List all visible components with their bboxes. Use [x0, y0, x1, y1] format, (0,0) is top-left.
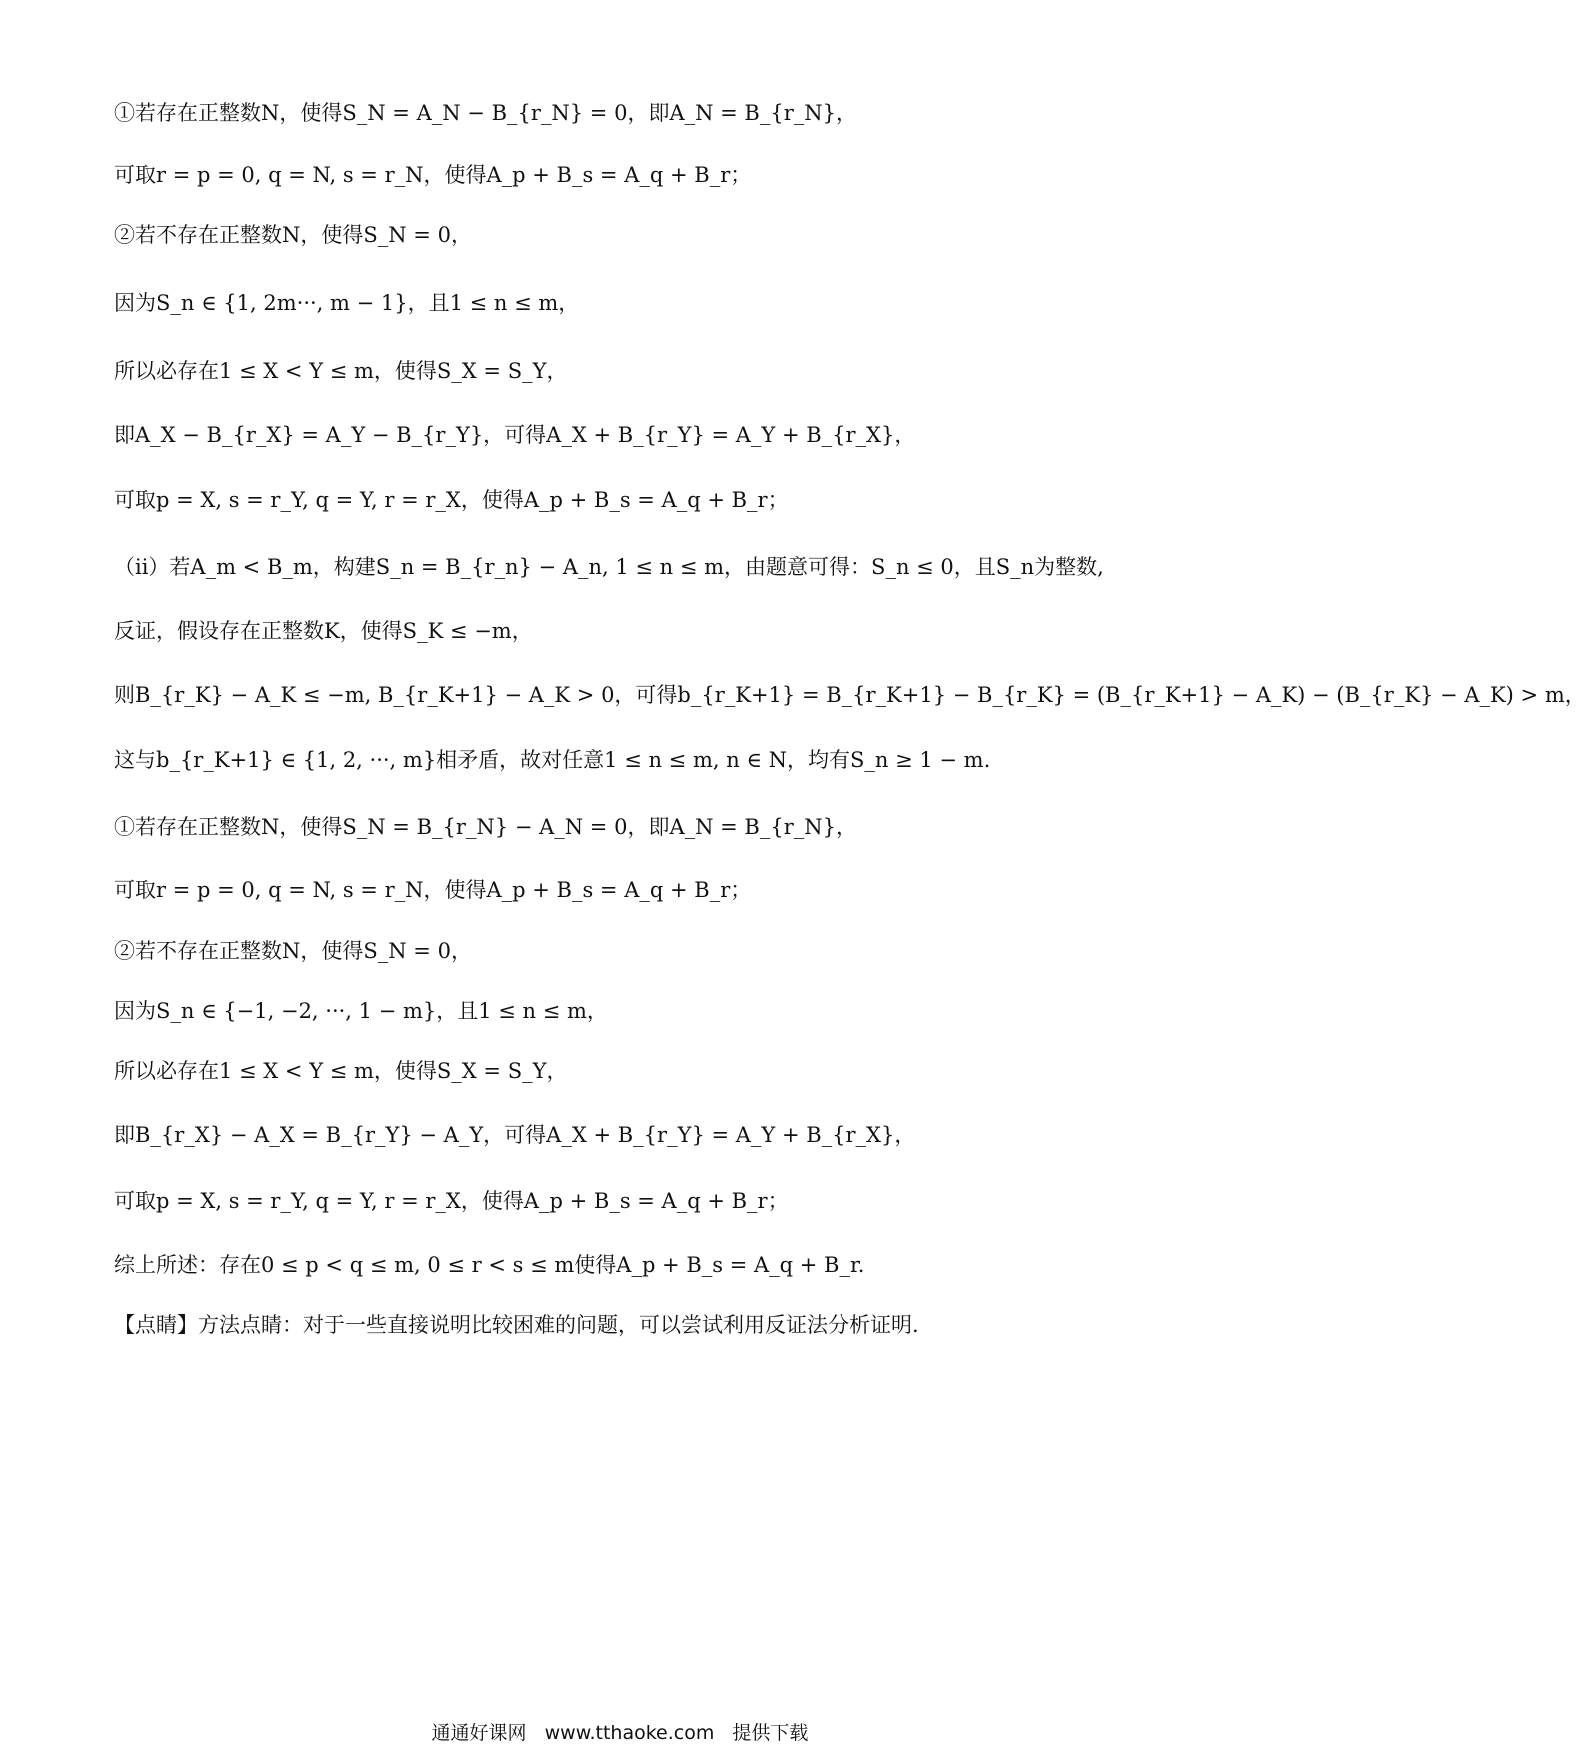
line-10: 则B_{r_K} − A_K ≤ −m, B_{r_K+1} − A_K > 0，可得b_{r_K+1} = B_{r_K+1} − B_{r_K} = (B_{r_K+1} − A_K) − (B_{r_K} − A_K) > m， [114, 683, 1586, 707]
line-2: 可取r = p = 0, q = N, s = r_N，使得A_p + B_s = A_q + B_r； [114, 163, 752, 187]
line-9: 反证，假设存在正整数K，使得S_K ≤ −m， [114, 619, 533, 643]
line-18: 可取p = X, s = r_Y, q = Y, r = r_X，使得A_p + B_s = A_q + B_r； [114, 1189, 789, 1213]
footer-note: 提供下载 [732, 1722, 809, 1744]
line-3: ②若不存在正整数N，使得S_N = 0， [114, 223, 472, 247]
line-5: 所以必存在1 ≤ X < Y ≤ m，使得S_X = S_Y， [114, 359, 568, 383]
line-12: ①若存在正整数N，使得S_N = B_{r_N} − A_N = 0，即A_N = B_{r_N}， [114, 815, 857, 839]
line-16: 所以必存在1 ≤ X < Y ≤ m，使得S_X = S_Y， [114, 1059, 568, 1083]
line-7: 可取p = X, s = r_Y, q = Y, r = r_X，使得A_p + B_s = A_q + B_r； [114, 488, 789, 512]
footer-url[interactable]: www.tthaoke.com [544, 1722, 715, 1744]
line-15: 因为S_n ∈ {−1, −2, ···, 1 − m}，且1 ≤ n ≤ m， [114, 999, 608, 1023]
line-19: 综上所述：存在0 ≤ p < q ≤ m, 0 ≤ r < s ≤ m使得A_p + B_s = A_q + B_r. [114, 1253, 865, 1277]
line-1: ①若存在正整数N，使得S_N = A_N − B_{r_N} = 0，即A_N = B_{r_N}， [114, 101, 857, 125]
line-20: 【点睛】方法点睛：对于一些直接说明比较困难的问题，可以尝试利用反证法分析证明. [114, 1313, 919, 1337]
line-13: 可取r = p = 0, q = N, s = r_N，使得A_p + B_s = A_q + B_r； [114, 878, 752, 902]
line-11: 这与b_{r_K+1} ∈ {1, 2, ···, m}相矛盾，故对任意1 ≤ n ≤ m, n ∈ N，均有S_n ≥ 1 − m. [114, 748, 991, 772]
line-4: 因为S_n ∈ {1, 2m···, m − 1}，且1 ≤ n ≤ m， [114, 291, 580, 315]
line-8: （ii）若A_m < B_m，构建S_n = B_{r_n} − A_n, 1 ≤ n ≤ m，由题意可得：S_n ≤ 0，且S_n为整数, [114, 555, 1104, 579]
line-17: 即B_{r_X} − A_X = B_{r_Y} − A_Y，可得A_X + B_{r_Y} = A_Y + B_{r_X}， [114, 1123, 916, 1147]
footer [0, 1718, 1240, 1745]
line-14: ②若不存在正整数N，使得S_N = 0， [114, 939, 472, 963]
line-6: 即A_X − B_{r_X} = A_Y − B_{r_Y}，可得A_X + B_{r_Y} = A_Y + B_{r_X}， [114, 423, 916, 447]
footer-site-name: 通通好课网 [431, 1722, 527, 1744]
